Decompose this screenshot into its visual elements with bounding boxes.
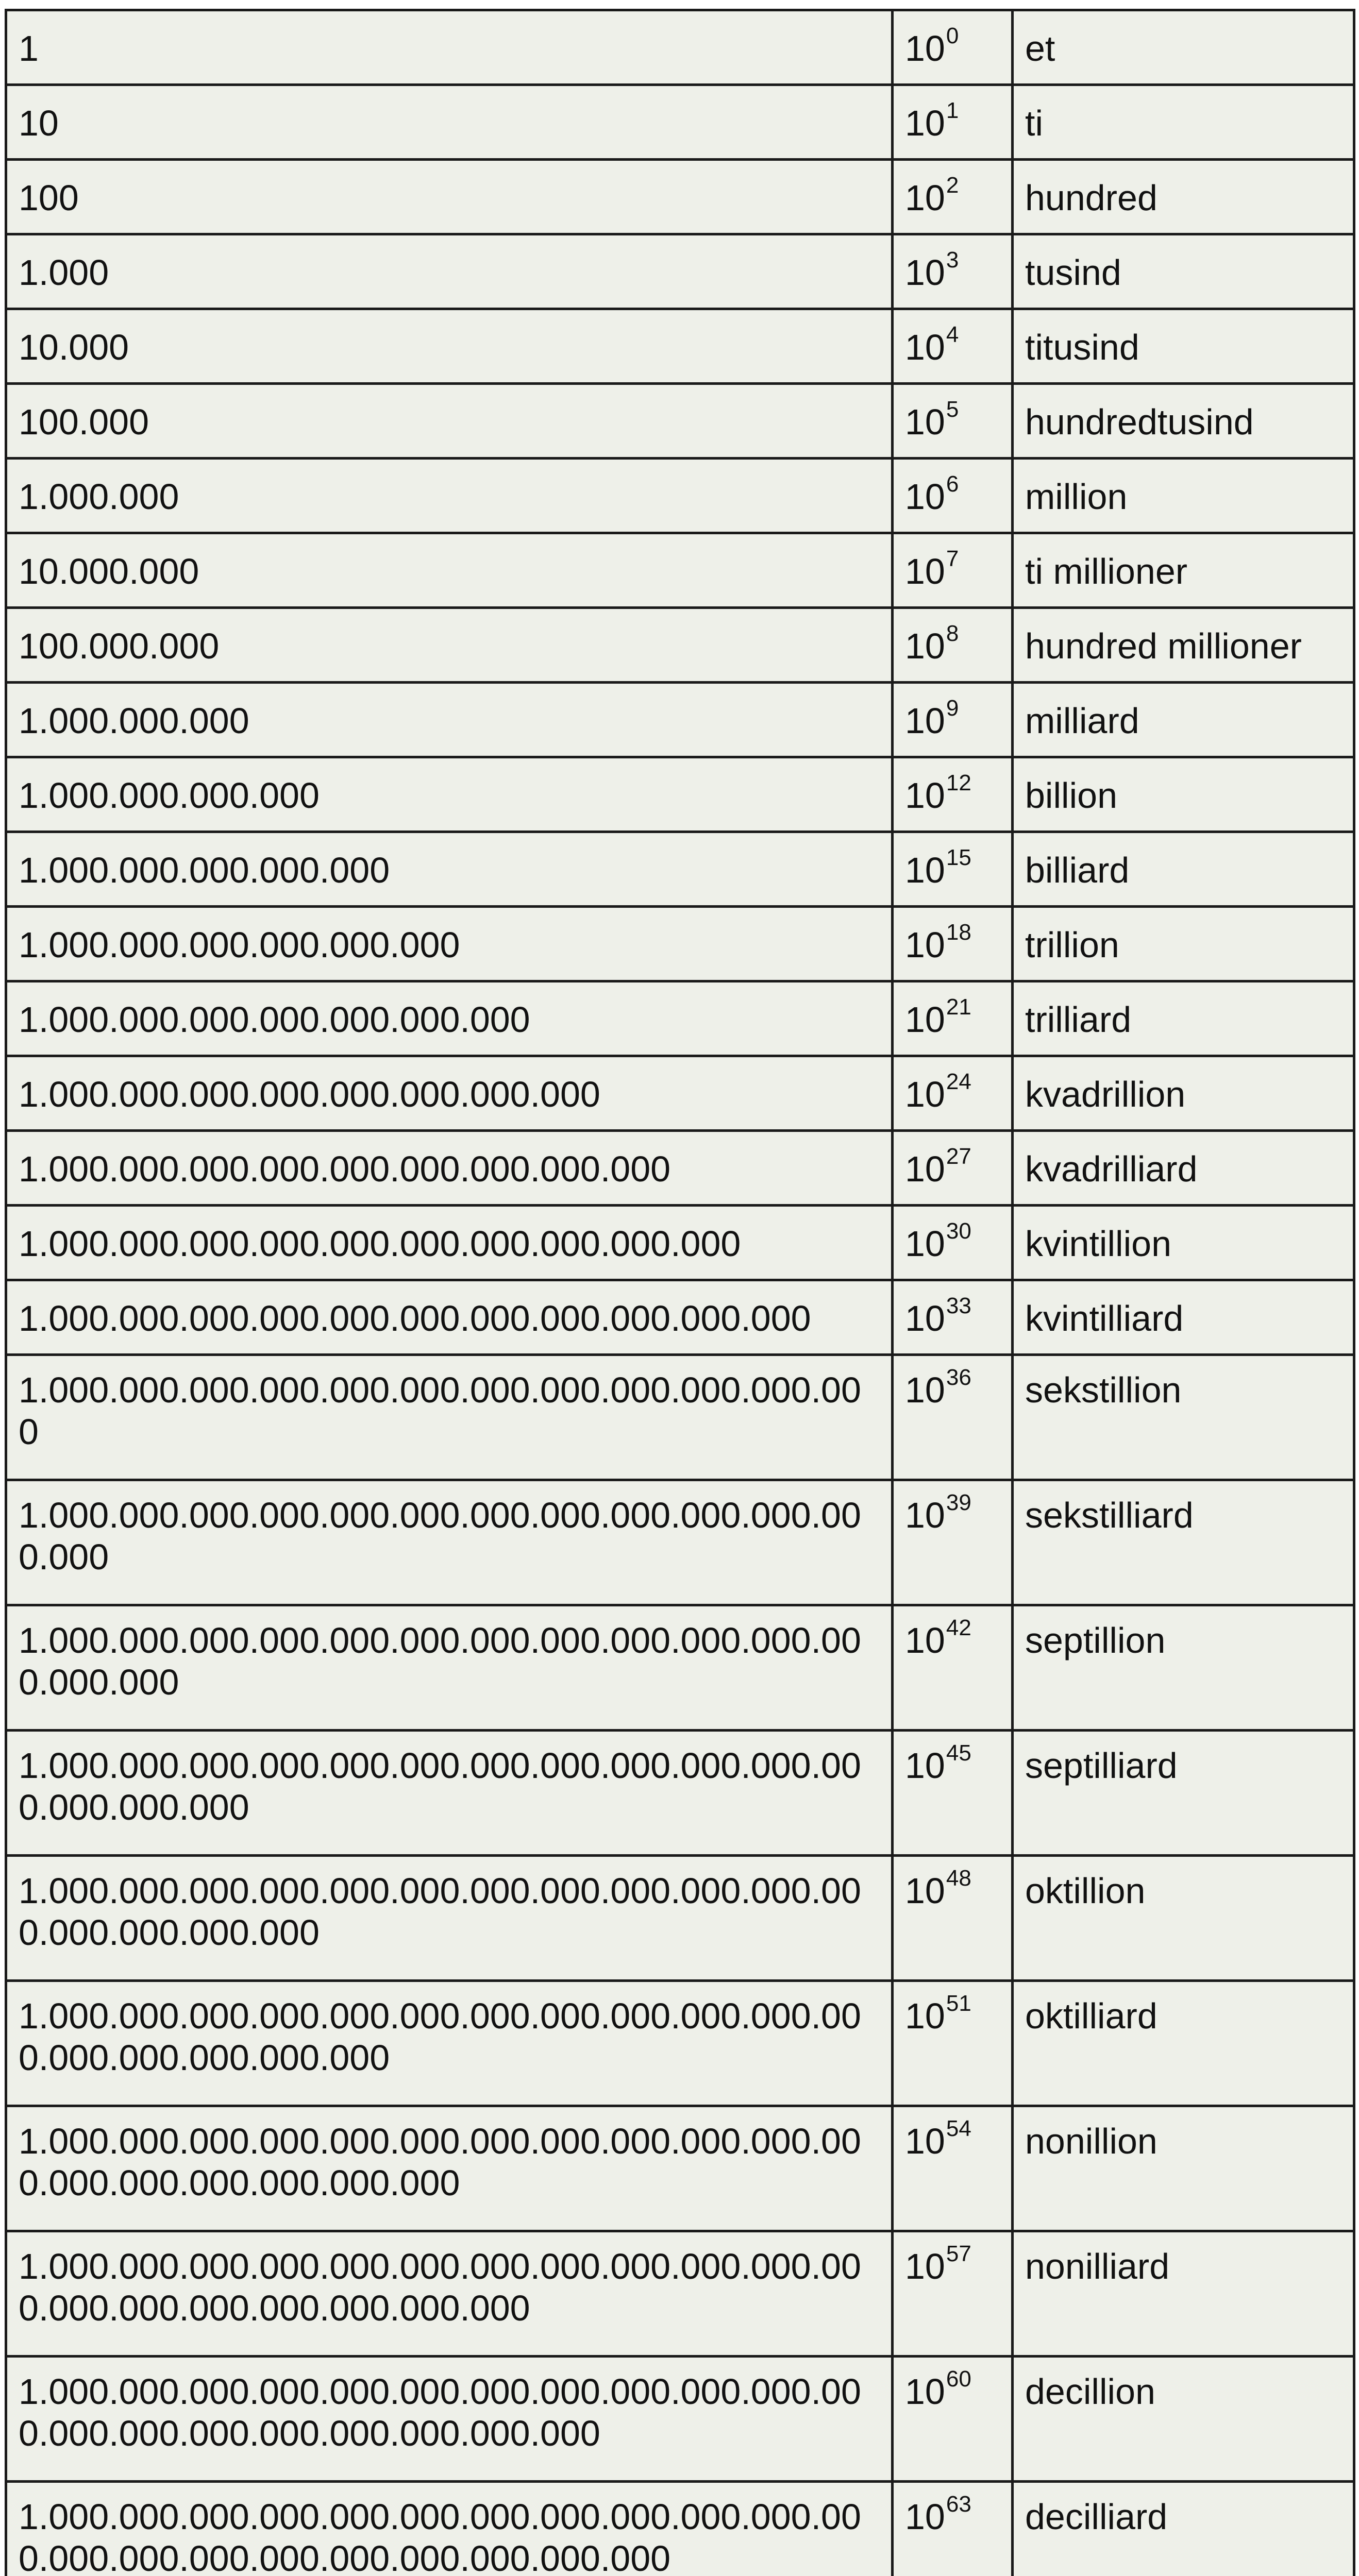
power-base: 10 — [905, 1996, 945, 2036]
table-row — [6, 85, 1354, 160]
power-of-ten-cell — [893, 757, 1013, 832]
number-name-cell: hundred — [1013, 160, 1354, 234]
decimal-value-cell: 100.000 — [6, 384, 893, 459]
decimal-value-cell: 1.000.000.000.000.000 — [6, 832, 893, 907]
power-exponent: 9 — [946, 696, 959, 721]
table-row — [6, 981, 1354, 1056]
power-exponent: 27 — [946, 1144, 971, 1169]
number-name-cell: kvintilliard — [1013, 1280, 1354, 1355]
decimal-value-cell: 100.000.000 — [6, 608, 893, 683]
number-name-cell: milliard — [1013, 683, 1354, 757]
power-of-ten-cell — [893, 683, 1013, 757]
table-row — [6, 757, 1354, 832]
power-base: 10 — [905, 1620, 945, 1660]
table-row — [6, 2106, 1354, 2231]
power-exponent: 48 — [946, 1866, 971, 1891]
number-name-cell: oktillion — [1013, 1856, 1354, 1981]
power-base: 10 — [905, 1224, 945, 1264]
power-exponent: 57 — [946, 2241, 971, 2266]
number-name-cell: kvadrillion — [1013, 1056, 1354, 1131]
decimal-value-cell: 1.000.000.000.000.000.000 — [6, 907, 893, 981]
power-base: 10 — [905, 2497, 945, 2537]
power-exponent: 12 — [946, 770, 971, 795]
power-exponent: 4 — [946, 322, 959, 347]
table-row — [6, 1206, 1354, 1280]
number-name-cell: septillion — [1013, 1605, 1354, 1731]
table-row — [6, 1355, 1354, 1480]
power-of-ten-cell — [893, 10, 1013, 85]
power-exponent: 8 — [946, 621, 959, 646]
power-exponent: 54 — [946, 2116, 971, 2141]
number-name-cell: sekstilliard — [1013, 1480, 1354, 1605]
number-name-cell: trilliard — [1013, 981, 1354, 1056]
power-base: 10 — [905, 1745, 945, 1786]
power-of-ten-cell — [893, 85, 1013, 160]
power-base: 10 — [905, 1370, 945, 1410]
decimal-value-cell: 1.000.000.000.000.000.000.000.000.000.000.000.000.000.000.000.000.000.000 — [6, 2106, 893, 2231]
number-name-cell: decillion — [1013, 2357, 1354, 2482]
power-of-ten-cell — [893, 608, 1013, 683]
decimal-value-cell: 1.000.000.000.000.000.000.000.000.000.000.000.000.000.000.000.000.000.000.000.000 — [6, 2357, 893, 2482]
power-of-ten-cell — [893, 1480, 1013, 1605]
decimal-value-cell: 1.000.000.000.000.000.000.000.000.000.000.000.000.000 — [6, 1480, 893, 1605]
decimal-value-cell: 1.000.000.000.000.000.000.000.000.000.000 — [6, 1206, 893, 1280]
number-name-cell: sekstillion — [1013, 1355, 1354, 1480]
power-exponent: 30 — [946, 1218, 971, 1244]
power-of-ten-cell — [893, 1131, 1013, 1206]
power-of-ten-cell — [893, 533, 1013, 608]
number-name-cell: septilliard — [1013, 1731, 1354, 1856]
power-exponent: 45 — [946, 1740, 971, 1766]
power-exponent: 42 — [946, 1615, 971, 1640]
power-exponent: 2 — [946, 173, 959, 198]
table-row — [6, 2231, 1354, 2357]
number-name-cell: trillion — [1013, 907, 1354, 981]
decimal-value-cell: 1.000.000.000.000.000.000.000.000.000 — [6, 1131, 893, 1206]
power-of-ten-cell — [893, 2106, 1013, 2231]
number-name-cell: hundredtusind — [1013, 384, 1354, 459]
power-of-ten-cell — [893, 981, 1013, 1056]
power-base: 10 — [905, 178, 945, 218]
power-exponent: 24 — [946, 1069, 971, 1094]
table-row — [6, 533, 1354, 608]
power-of-ten-cell — [893, 1355, 1013, 1480]
power-of-ten-cell — [893, 1280, 1013, 1355]
number-name-cell: ti millioner — [1013, 533, 1354, 608]
power-of-ten-cell — [893, 234, 1013, 309]
decimal-value-cell: 1.000.000.000.000.000.000.000.000.000.000.000.000.000.000.000.000 — [6, 1856, 893, 1981]
decimal-value-cell: 1.000 — [6, 234, 893, 309]
power-base: 10 — [905, 1871, 945, 1911]
number-name-cell: hundred millioner — [1013, 608, 1354, 683]
power-exponent: 0 — [946, 23, 959, 48]
power-of-ten-cell — [893, 160, 1013, 234]
power-base: 10 — [905, 1074, 945, 1114]
power-exponent: 36 — [946, 1365, 971, 1390]
number-name-cell: nonillion — [1013, 2106, 1354, 2231]
power-of-ten-cell — [893, 2231, 1013, 2357]
number-name-cell: kvadrilliard — [1013, 1131, 1354, 1206]
power-of-ten-cell — [893, 1206, 1013, 1280]
number-name-cell: billion — [1013, 757, 1354, 832]
power-exponent: 7 — [946, 546, 959, 571]
table-row — [6, 234, 1354, 309]
power-base: 10 — [905, 477, 945, 517]
decimal-value-cell: 1.000.000.000.000.000.000.000 — [6, 981, 893, 1056]
decimal-value-cell: 1.000.000.000.000.000.000.000.000.000.000.000.000.000.000.000.000.000.000.000.000.000 — [6, 2482, 893, 2576]
power-base: 10 — [905, 775, 945, 816]
power-of-ten-cell — [893, 459, 1013, 533]
table-row — [6, 459, 1354, 533]
number-name-cell: et — [1013, 10, 1354, 85]
power-base: 10 — [905, 850, 945, 890]
power-base: 10 — [905, 327, 945, 367]
power-exponent: 39 — [946, 1490, 971, 1515]
number-name-cell: decilliard — [1013, 2482, 1354, 2576]
decimal-value-cell: 1.000.000.000.000.000.000.000.000.000.000.000.000.000.000.000 — [6, 1731, 893, 1856]
power-exponent: 3 — [946, 247, 959, 273]
number-name-cell: nonilliard — [1013, 2231, 1354, 2357]
power-base: 10 — [905, 925, 945, 965]
decimal-value-cell: 1.000.000.000.000.000.000.000.000.000.000.000.000.000.000 — [6, 1605, 893, 1731]
power-exponent: 1 — [946, 98, 959, 123]
power-base: 10 — [905, 999, 945, 1040]
decimal-value-cell: 1.000.000.000.000.000.000.000.000.000.000.000.000.000.000.000.000.000 — [6, 1981, 893, 2106]
power-exponent: 15 — [946, 845, 971, 870]
power-base: 10 — [905, 1149, 945, 1189]
number-name-cell: kvintillion — [1013, 1206, 1354, 1280]
table-row — [6, 1056, 1354, 1131]
table-row — [6, 2482, 1354, 2576]
number-name-cell: million — [1013, 459, 1354, 533]
table-row — [6, 907, 1354, 981]
power-exponent: 6 — [946, 471, 959, 497]
power-of-ten-cell — [893, 1605, 1013, 1731]
number-name-cell: tusind — [1013, 234, 1354, 309]
table-row — [6, 1981, 1354, 2106]
power-of-ten-cell — [893, 1731, 1013, 1856]
power-of-ten-cell — [893, 907, 1013, 981]
power-base: 10 — [905, 1495, 945, 1535]
number-name-cell: titusind — [1013, 309, 1354, 384]
number-name-cell: ti — [1013, 85, 1354, 160]
decimal-value-cell: 10.000.000 — [6, 533, 893, 608]
table-row — [6, 1731, 1354, 1856]
power-base: 10 — [905, 252, 945, 293]
decimal-value-cell: 1.000.000.000.000.000.000.000.000.000.000.000 — [6, 1280, 893, 1355]
number-names-table — [5, 9, 1355, 2576]
power-of-ten-cell — [893, 2482, 1013, 2576]
power-of-ten-cell — [893, 1981, 1013, 2106]
power-of-ten-cell — [893, 832, 1013, 907]
power-base: 10 — [905, 2246, 945, 2286]
table-row — [6, 2357, 1354, 2482]
power-base: 10 — [905, 2371, 945, 2412]
table-row — [6, 608, 1354, 683]
table-row — [6, 160, 1354, 234]
decimal-value-cell: 1 — [6, 10, 893, 85]
decimal-value-cell: 1.000.000 — [6, 459, 893, 533]
power-base: 10 — [905, 2121, 945, 2161]
table-row — [6, 1280, 1354, 1355]
number-name-cell: oktilliard — [1013, 1981, 1354, 2106]
table-row — [6, 1856, 1354, 1981]
power-base: 10 — [905, 103, 945, 143]
decimal-value-cell: 100 — [6, 160, 893, 234]
table-row — [6, 1605, 1354, 1731]
power-base: 10 — [905, 701, 945, 741]
table-row — [6, 683, 1354, 757]
power-exponent: 5 — [946, 397, 959, 422]
power-base: 10 — [905, 551, 945, 591]
decimal-value-cell: 1.000.000.000.000 — [6, 757, 893, 832]
power-exponent: 18 — [946, 920, 971, 945]
table-row — [6, 832, 1354, 907]
power-of-ten-cell — [893, 1056, 1013, 1131]
power-exponent: 51 — [946, 1991, 971, 2016]
table-row — [6, 309, 1354, 384]
decimal-value-cell: 1.000.000.000.000.000.000.000.000 — [6, 1056, 893, 1131]
decimal-value-cell: 10 — [6, 85, 893, 160]
power-exponent: 60 — [946, 2366, 971, 2392]
table-body — [6, 10, 1354, 2576]
table-row — [6, 384, 1354, 459]
power-of-ten-cell — [893, 309, 1013, 384]
power-base: 10 — [905, 1298, 945, 1338]
power-exponent: 33 — [946, 1293, 971, 1318]
power-exponent: 21 — [946, 994, 971, 1020]
power-of-ten-cell — [893, 384, 1013, 459]
power-base: 10 — [905, 402, 945, 442]
table-row — [6, 1480, 1354, 1605]
decimal-value-cell: 10.000 — [6, 309, 893, 384]
power-exponent: 63 — [946, 2492, 971, 2517]
table-row — [6, 1131, 1354, 1206]
power-of-ten-cell — [893, 1856, 1013, 1981]
decimal-value-cell: 1.000.000.000.000.000.000.000.000.000.000.000.000.000.000.000.000.000.000.000 — [6, 2231, 893, 2357]
power-base: 10 — [905, 28, 945, 69]
table-row — [6, 10, 1354, 85]
power-base: 10 — [905, 626, 945, 666]
number-names-table-container — [5, 9, 1353, 2576]
decimal-value-cell: 1.000.000.000 — [6, 683, 893, 757]
power-of-ten-cell — [893, 2357, 1013, 2482]
decimal-value-cell: 1.000.000.000.000.000.000.000.000.000.000.000.000 — [6, 1355, 893, 1480]
number-name-cell: billiard — [1013, 832, 1354, 907]
